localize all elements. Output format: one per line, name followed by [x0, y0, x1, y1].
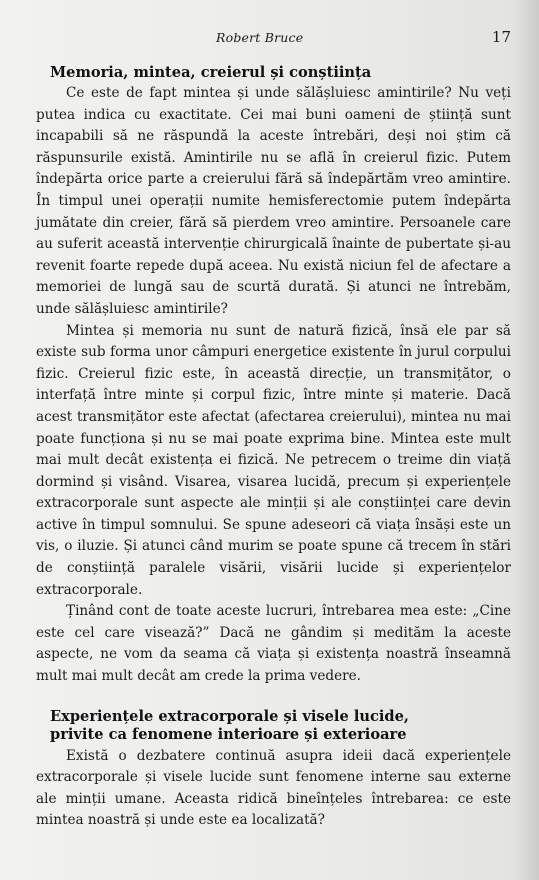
section-heading-memory: Memoria, mintea, creierul și conștiința [50, 64, 372, 81]
paragraph: Mintea și memoria nu sunt de natură fizică, însă ele par să existe sub forma unor câmpuri energetice existente în jurul corpului fizic. Creierul fizic este, în această direcție, un transmițător, o interfață între minte și corpul fizic, între minte și materie. Dacă acest transmițător este afectat (afectarea creierului), mintea nu mai poate funcționa și nu se mai poate exprima bine. Mintea este mult mai mult decât existența ei fizică. Ne petrecem o treime din viață dormind și visând. Visarea, visarea lucidă, precum și experiențele extracorporale sunt aspecte ale minții și ale conștiinței care devin active în timpul somnului. Se spune adeseori că viața însăși este un vis, o iluzie. Și atunci când murim se poate spune că trecem în stări de conștiință paralele visării, visării lucide și experiențelor extracorporale. [36, 322, 511, 598]
page-number: 17 [491, 28, 511, 46]
paragraph: Ce este de fapt mintea și unde sălășluiesc amintirile? Nu veți putea indica cu exactitate. Cei mai buni oameni de știință sunt incapabili să ne răspundă la aceste întrebări, deși noi știm că răspunsurile există. Amintirile nu se află în creierul fizic. Putem îndepărta orice parte a creierului fără să îndepărtăm vreo amintire. În timpul unei operații numite hemisferectomie putem îndepărta jumătate din creier, fără să pierdem vreo amintire. Persoanele care au suferit această intervenție chirurgicală înainte de pubertate și-au revenit foarte repede după aceea. Nu există niciun fel de afectare a memoriei de lungă sau de scurtă durată. Și atunci ne întrebăm, unde sălășluiesc amintirile? [36, 85, 511, 317]
author-name: Robert Bruce [216, 30, 304, 45]
running-header [216, 28, 511, 46]
paragraph: Există o dezbatere continuă asupra ideii dacă experiențele extracorporale și visele lucide sunt fenomene interne sau externe ale minții umane. Aceasta ridică bineînțeles întrebarea: ce este mintea noastră și unde este ea localizată? [36, 747, 511, 829]
section-heading-obe-line1: Experiențele extracorporale și visele lucide, [50, 707, 409, 725]
paragraph: Ținând cont de toate aceste lucruri, întrebarea mea este: „Cine este cel care visează?” Dacă ne gândim și medităm la aceste aspecte, ne vom da seama că viața și existența noastră înseamnă mult mai mult decât am crede la prima vedere. [36, 603, 511, 685]
section-heading-obe-line2: privite ca fenomene interioare și exterioare [50, 725, 407, 743]
